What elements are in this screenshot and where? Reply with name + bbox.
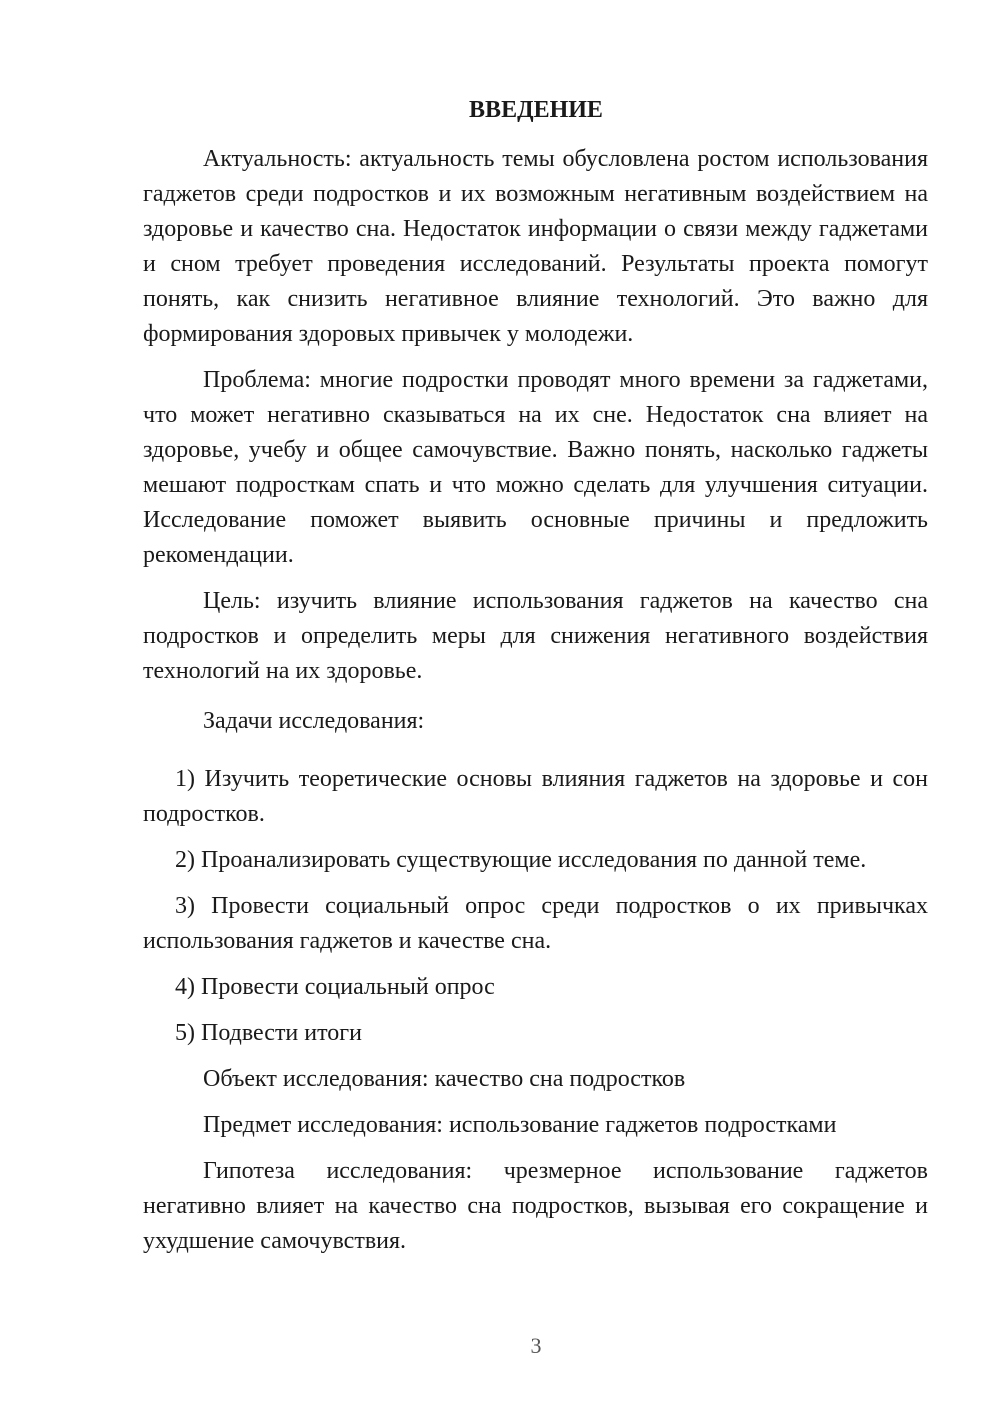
task-item-3: 3) Провести социальный опрос среди подростков о их привычках использования гаджетов и качестве сна. [143, 893, 928, 954]
tasks-heading: Задачи исследования: [203, 708, 425, 734]
research-subject: Предмет исследования: использование гаджетов подростками [203, 1112, 837, 1138]
goal-paragraph: Цель: изучить влияние использования гаджетов на качество сна подростков и определить меры для снижения негативного воздействия технологий на их здоровье. [143, 588, 928, 684]
relevance-paragraph: Актуальность: актуальность темы обусловлена ростом использования гаджетов среди подростков и их возможным негативным воздействием на здоровье и качество сна. Недостаток информации о связи между гаджетами и сном требует проведения исследований. Результаты проекта помогут понять, как снизить негативное влияние технологий. Это важно для формирования здоровых привычек у молодежи. [143, 146, 928, 347]
task-item-4: 4) Провести социальный опрос [175, 974, 495, 1000]
research-hypothesis: Гипотеза исследования: чрезмерное использование гаджетов негативно влияет на качество сна подростков, вызывая его сокращение и ухудшение самочувствия. [143, 1158, 928, 1254]
research-object: Объект исследования: качество сна подростков [203, 1066, 686, 1092]
page-number: 3 [530, 1333, 542, 1358]
problem-paragraph: Проблема: многие подростки проводят много времени за гаджетами, что может негативно сказываться на их сне. Недостаток сна влияет на здоровье, учебу и общее самочувствие. Важно понять, насколько гаджеты мешают подросткам спать и что можно сделать для улучшения ситуации. Исследование поможет выявить основные причины и предложить рекомендации. [143, 367, 928, 568]
document-body [143, 142, 928, 1259]
page-title: ВВЕДЕНИЕ [469, 97, 603, 123]
task-item-2: 2) Проанализировать существующие исследования по данной теме. [175, 847, 867, 873]
task-item-5: 5) Подвести итоги [175, 1020, 362, 1046]
task-item-1: 1) Изучить теоретические основы влияния гаджетов на здоровье и сон подростков. [143, 766, 928, 827]
